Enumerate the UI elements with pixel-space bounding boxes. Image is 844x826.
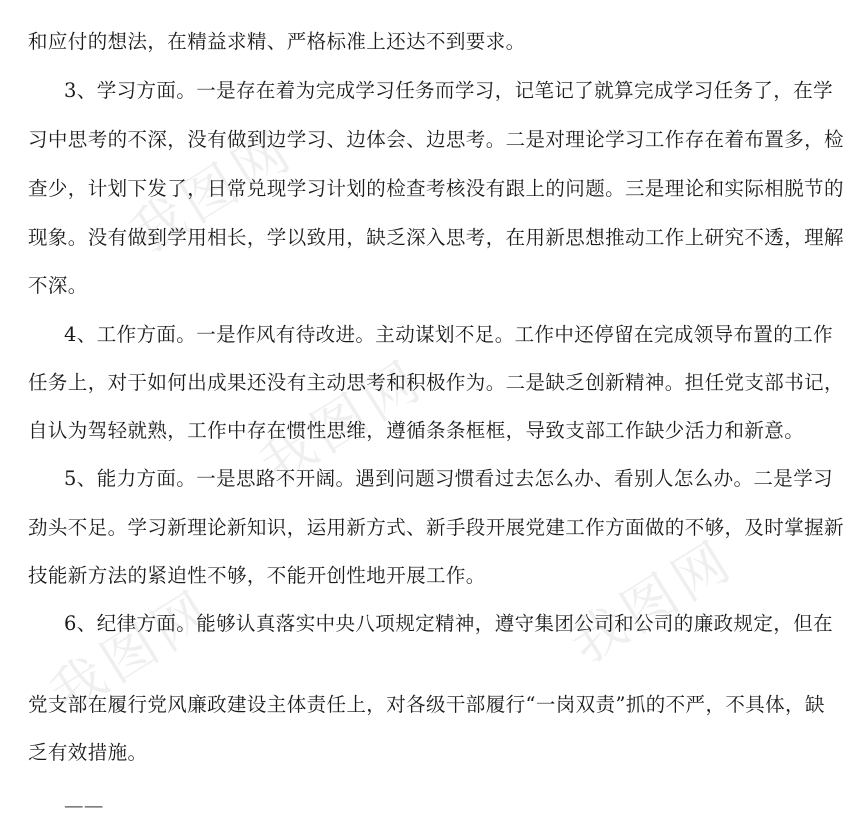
paragraph-text: 4、工作方面。一是作风有待改进。主动谋划不足。工作中还停留在完成领导布置的工作 (64, 323, 834, 346)
text-line (0, 411, 805, 451)
text-line (0, 218, 844, 258)
text-line (0, 315, 834, 355)
paragraph-text: 6、纪律方面。能够认真落实中央八项规定精神，遵守集团公司和公司的廉政规定，但在 (64, 612, 834, 635)
text-line-cropped (28, 0, 68, 6)
text-line (0, 71, 834, 111)
text-line (0, 22, 800, 62)
text-line (0, 685, 825, 725)
text-line (0, 733, 800, 773)
text-line (0, 363, 844, 403)
paragraph-text: 任务上，对于如何出成果还没有主动思考和积极作为。二是缺乏创新精神。担任党支部书记， (28, 371, 844, 394)
paragraph-text: 劲头不足。学习新理论新知识，运用新方式、新手段开展党建工作方面做的不够，及时掌握新 (28, 516, 844, 539)
watermark: 我图网 (249, 347, 436, 497)
paragraph-text: 现象。没有做到学用相长，学以致用，缺乏深入思考，在用新思想推动工作上研究不透，理解 (28, 226, 844, 249)
paragraph-text: 自认为驾轻就熟，工作中存在惯性思维，遵循条条框框，导致支部工作缺少活力和新意。 (28, 419, 805, 442)
paragraph-text: 不深。 (28, 274, 88, 297)
paragraph-text: 技能新方法的紧迫性不够，不能开创性地开展工作。 (28, 564, 486, 587)
text-line (0, 120, 844, 160)
text-line (0, 266, 800, 306)
text-line-cropped: —— (64, 794, 104, 817)
paragraph-text: 习中思考的不深，没有做到边学习、边体会、边思考。二是对理论学习工作存在着布置多，检 (28, 128, 844, 151)
paragraph-text: 党支部在履行党风廉政建设主体责任上，对各级干部履行“一岗双责”抓的不严，不具体，缺 (28, 693, 825, 716)
paragraph-text: 5、能力方面。一是思路不开阔。遇到问题习惯看过去怎么办、看别人怎么办。二是学习 (64, 467, 834, 490)
watermark: 我图网 (39, 577, 226, 727)
paragraph-text: 乏有效措施。 (28, 741, 148, 764)
text-line (0, 556, 800, 596)
text-line (0, 0, 800, 8)
text-line (0, 169, 844, 209)
text-line (0, 508, 844, 548)
paragraph-text: 和应付的想法，在精益求精、严格标准上还达不到要求。 (28, 30, 526, 53)
paragraph-text: 3、学习方面。一是存在着为完成学习任务而学习，记笔记了就算完成学习任务了，在学 (64, 79, 834, 102)
text-line (0, 604, 834, 644)
watermark: 我图网 (559, 527, 746, 677)
text-line (0, 459, 834, 499)
watermark: 我图网 (119, 117, 306, 267)
paragraph-text: 查少，计划下发了，日常兑现学习计划的检查考核没有跟上的问题。三是理论和实际相脱节的 (28, 177, 844, 200)
text-line (0, 786, 800, 817)
